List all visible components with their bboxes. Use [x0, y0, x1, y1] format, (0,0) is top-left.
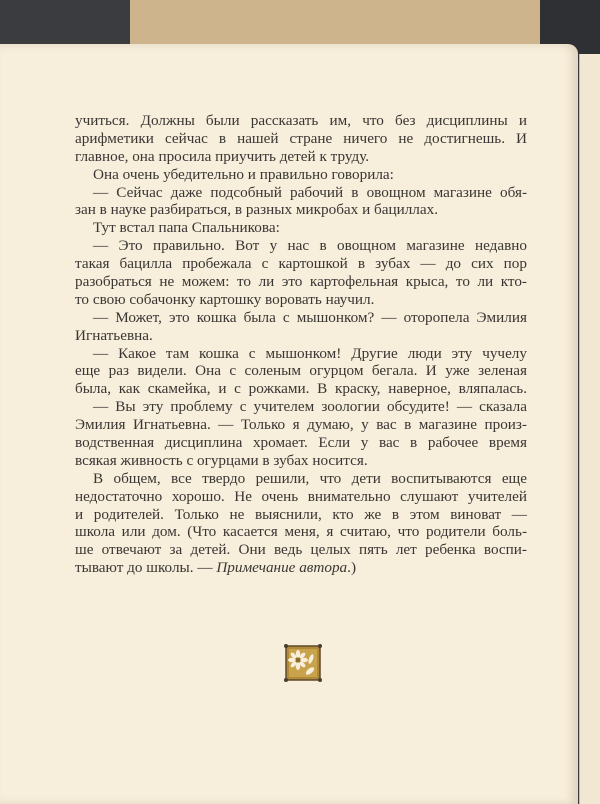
page-text: [75, 112, 527, 577]
text-line: водственная дисциплина хромает. Если у вас в рабочее время: [75, 434, 527, 452]
text-fragment: тывают до школы. —: [75, 559, 217, 577]
text-line: — Это правильно. Вот у нас в овощном магазине недавно: [93, 237, 527, 255]
text-line: школа или дом. (Что касается меня, я считаю, что родители боль-: [75, 523, 527, 541]
text-line: арифметики сейчас в нашей стране ничего не достигнешь. И: [75, 129, 527, 147]
text-line: и родителей. Только не выяснили, кто же в этом виноват —: [75, 505, 527, 523]
text-line: Она очень убедительно и правильно говорила:: [93, 165, 394, 183]
author-note: Примечание автора: [216, 559, 348, 577]
text-line: была, как скамейка, и с рожками. В краску, наверное, вляпалась.: [75, 380, 527, 398]
text-line: главное, она просила приучить детей к труду.: [75, 147, 370, 165]
text-line-last: [75, 559, 527, 577]
text-line: зан в науке разбираться, в разных микробах и бациллах.: [75, 201, 439, 219]
flower-ornament-icon: [283, 643, 323, 683]
background-paper-scrap: [130, 0, 542, 46]
text-line: всякая живность с огурцами в зубах носится.: [75, 451, 368, 469]
text-line: недостаточно хорошо. Не очень внимательно слушают учителей: [75, 487, 527, 505]
text-line: такая бацилла пробежала с картошкой в зубах — до сих пор: [75, 255, 527, 273]
text-line: Эмилия Игнатьевна. — Только я думаю, у вас в магазине произ-: [75, 416, 527, 434]
text-line: — Сейчас даже подсобный рабочий в овощном магазине обя-: [93, 183, 527, 201]
text-line: Тут встал папа Спальникова:: [93, 219, 280, 237]
text-line: — Вы эту проблему с учителем зоологии обсудите! — сказала: [93, 398, 527, 416]
text-line: учиться. Должны были рассказать им, что без дисциплины и: [75, 112, 527, 129]
text-line: разобраться не можем: то ли это картофельная крыса, то ли кто-: [75, 273, 527, 291]
text-line: ше отвечают за детей. Они ведь целых пять лет ребенка воспи-: [75, 541, 527, 559]
text-line: — Какое там кошка с мышонком! Другие люди эту чучелу: [93, 344, 527, 362]
text-line: В общем, все твердо решили, что дети воспитываются еще: [93, 469, 527, 487]
next-page-edge: [579, 54, 600, 804]
text-line: Игнатьевна.: [75, 326, 153, 344]
text-line: — Может, это кошка была с мышонком? — оторопела Эмилия: [93, 308, 527, 326]
text-line: то свою собачонку картошку воровать научил.: [75, 290, 375, 308]
text-line: еще раз видели. Она с соленым огурцом бегала. И уже зеленая: [75, 362, 527, 380]
text-fragment: .): [347, 559, 357, 577]
